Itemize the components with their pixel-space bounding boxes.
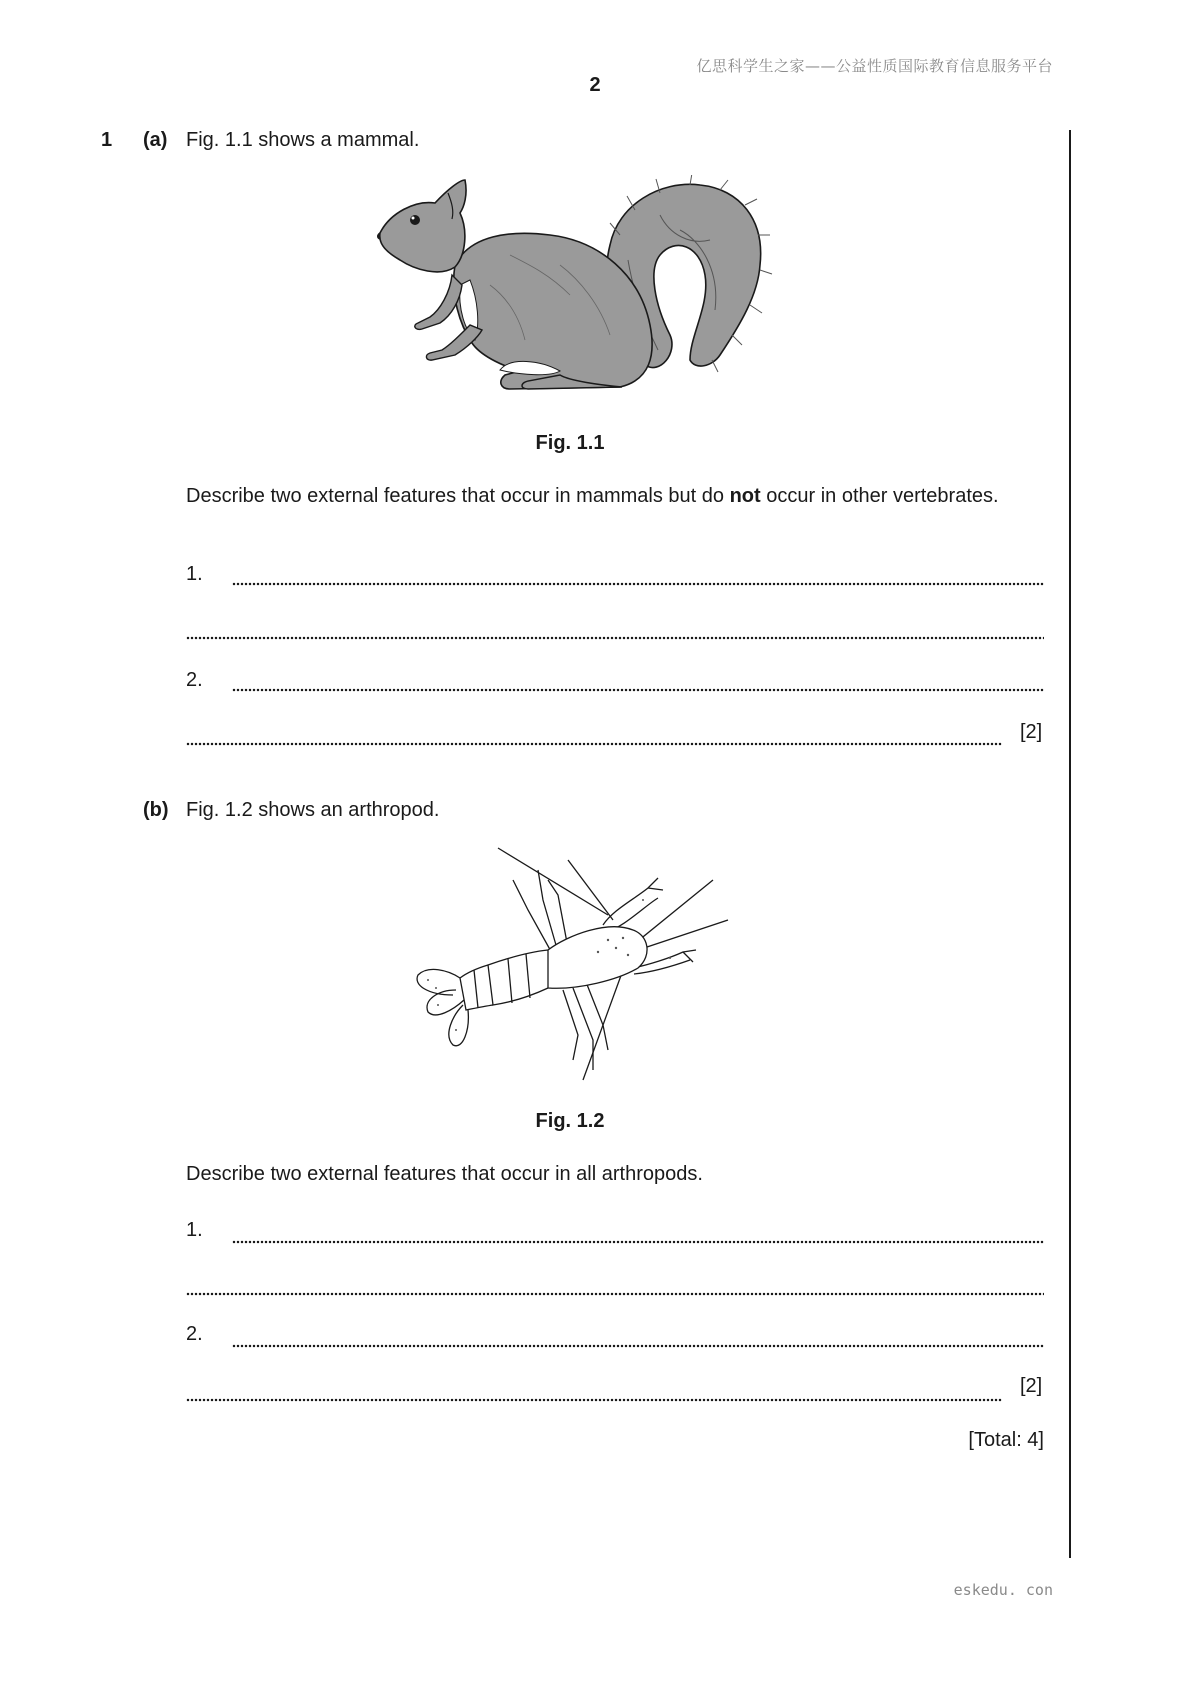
part-a-intro: Fig. 1.1 shows a mammal. xyxy=(186,129,420,151)
part-b-label: (b) xyxy=(143,799,169,821)
part-a-answer-line-1a[interactable] xyxy=(232,582,1044,586)
crayfish-illustration xyxy=(408,840,738,1090)
question-total: [Total: 4] xyxy=(968,1429,1044,1451)
part-b-answer-line-1b[interactable] xyxy=(186,1292,1044,1296)
watermark-bottom: eskedu. con xyxy=(953,1581,1053,1599)
part-b-prompt: Describe two external features that occur in all arthropods. xyxy=(186,1163,703,1185)
part-a-answer-label-2: 2. xyxy=(186,669,203,691)
question-number: 1 xyxy=(101,129,113,151)
part-a-answer-line-2a[interactable] xyxy=(232,688,1044,692)
margin-rule xyxy=(1069,130,1071,1558)
part-a-answer-line-1b[interactable] xyxy=(186,636,1044,640)
part-a-prompt-text-end: occur in other vertebrates. xyxy=(760,485,999,507)
part-b-answer-line-1a[interactable] xyxy=(232,1240,1044,1244)
figure-1-2 xyxy=(408,840,738,1090)
part-b-answer-label-1: 1. xyxy=(186,1219,203,1241)
part-b-answer-label-2: 2. xyxy=(186,1323,203,1345)
part-a-prompt-emphasis: not xyxy=(729,485,761,507)
part-a-label: (a) xyxy=(143,129,168,151)
figure-1-1 xyxy=(360,175,780,415)
watermark-top: 亿思科学生之家——公益性质国际教育信息服务平台 xyxy=(696,57,1053,75)
part-b-answer-line-2a[interactable] xyxy=(232,1344,1044,1348)
page-number: 2 xyxy=(589,74,601,96)
figure-1-2-caption: Fig. 1.2 xyxy=(535,1110,605,1132)
part-a-prompt xyxy=(186,484,1044,509)
part-a-answer-label-1: 1. xyxy=(186,563,203,585)
part-a-prompt-text: Describe two external features that occur in mammals but do xyxy=(186,485,730,507)
part-b-intro: Fig. 1.2 shows an arthropod. xyxy=(186,799,440,821)
squirrel-illustration xyxy=(360,175,780,415)
part-b-answer-line-2b[interactable] xyxy=(186,1398,1002,1402)
part-a-marks: [2] xyxy=(1020,721,1043,743)
part-a-answer-line-2b[interactable] xyxy=(186,742,1002,746)
part-b-marks: [2] xyxy=(1020,1375,1043,1397)
figure-1-1-caption: Fig. 1.1 xyxy=(535,432,605,454)
